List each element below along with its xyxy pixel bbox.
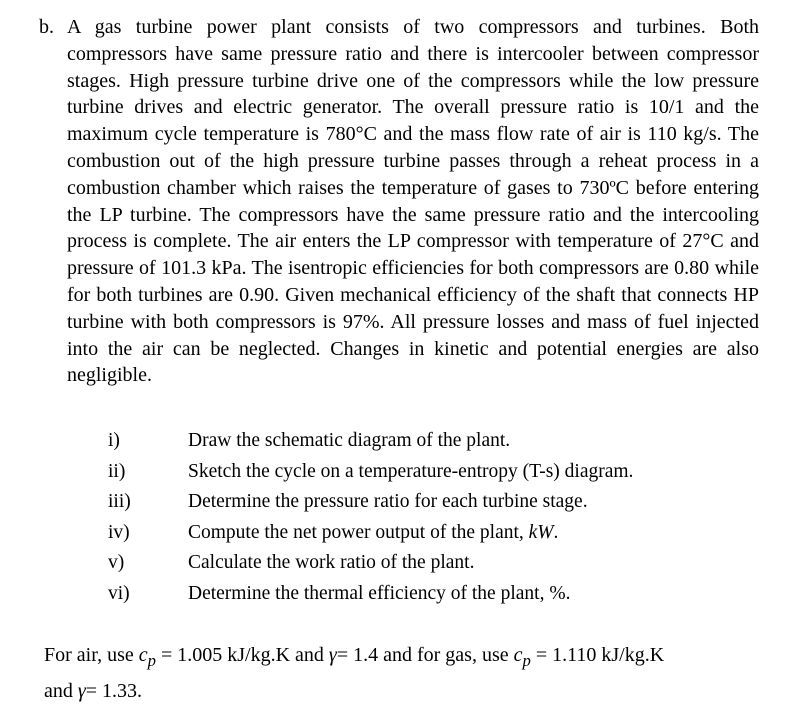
gamma-symbol: γ [328,644,337,666]
cp-symbol: c [513,644,523,666]
subpart-number: i) [108,430,120,451]
subpart-text [188,518,748,549]
subpart-item [108,426,748,457]
subpart-number: iii) [108,491,131,512]
question-body: A gas turbine power plant consists of two compressors and turbines. Both compressors have same pressure ratio and there is intercooler between compressor stages. High pressure turbine drive one of the compressors while the low pressure turbine drives and electric generator. The overall pressure ratio is 10/1 and the maximum cycle temperature is 780°C and the mass flow rate of air is 110 kg/s. The combustion out of the high pressure turbine passes through a reheat process in a combustion chamber which raises the temperature of gases to 730ºC before entering the LP turbine. The compressors have the same pressure ratio and the intercooling process is complete. The air enters the LP compressor with temperature of 27°C and pressure of 101.3 kPa. The isentropic efficiencies for both compressors are 0.80 while for both turbines are 0.90. Given mechanical efficiency of the shaft that connects HP turbine with both compressors is 97%. All pressure losses and mass of fuel injected into the air can be neglected. Changes in kinetic and potential energies are also negligible. [67,16,759,387]
constants-text: = 1.110 kJ/kg.K [530,644,665,666]
constants-text: = 1.005 kJ/kg.K and [155,644,329,666]
subpart-text: Sketch the cycle on a temperature-entropy (T-s) diagram. [188,460,634,482]
subpart-item [108,579,748,610]
subpart-text: Calculate the work ratio of the plant. [188,552,475,573]
subpart-list [108,426,748,609]
subpart-number: vi) [108,582,130,604]
subpart-number: v) [108,552,125,573]
subpart-number: iv) [108,521,130,543]
constants-text: and [44,680,78,702]
constants-text: For air, use [44,644,139,666]
subpart-number: ii) [108,460,126,482]
question-label: b. [39,16,54,38]
subpart-item [108,518,748,549]
subpart-text: Draw the schematic diagram of the plant. [188,430,511,451]
gamma-symbol: γ [77,680,86,702]
unit-kw: kW [528,521,554,543]
subpart-text: Determine the pressure ratio for each turbine stage. [188,491,588,512]
subpart-text-end: . [553,521,559,543]
cp-symbol: c [138,644,148,666]
subpart-item [108,487,748,518]
cp-subscript: p [147,651,156,670]
subpart-item [108,548,748,579]
subpart-text-main: Compute the net power output of the plant, [188,521,529,543]
subpart-text: Determine the thermal efficiency of the plant, %. [188,582,571,604]
cp-subscript: p [522,651,531,670]
constants-text: = 1.4 and for gas, use [336,644,514,666]
question-b [39,14,763,389]
constants-text: = 1.33. [85,680,143,702]
given-constants [44,640,764,707]
subpart-item [108,457,748,488]
